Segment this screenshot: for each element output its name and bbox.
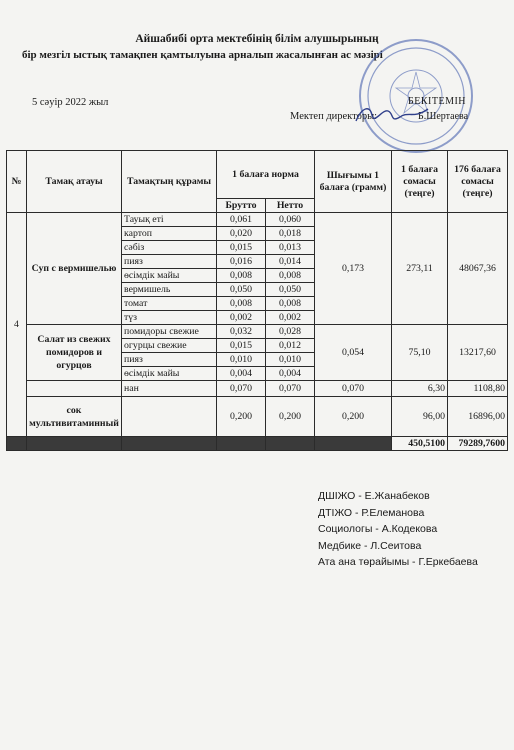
ingredient: картоп [122, 227, 217, 241]
brutto-cell: 0,032 [217, 325, 266, 339]
salad-cost176: 13217,60 [448, 325, 508, 381]
ingredient: нан [122, 381, 217, 397]
ingredient: огурцы свежие [122, 339, 217, 353]
total-cost176: 79289,7600 [448, 437, 508, 451]
salad-cost1: 75,10 [392, 325, 448, 381]
juice-empty-cell [122, 397, 217, 437]
table-row [7, 325, 508, 339]
total-shaded-cell [315, 437, 392, 451]
ingredient: түз [122, 311, 217, 325]
ingredient: Тауық еті [122, 213, 217, 227]
staff-item: Медбике - Л.Сеитова [318, 539, 422, 552]
brutto-cell: 0,016 [217, 255, 266, 269]
juice-yield: 0,200 [315, 397, 392, 437]
title-line-1: Айшабибі орта мектебінің білім алушырының [135, 33, 379, 45]
total-cost1: 450,5100 [392, 437, 448, 451]
ingredient: вермишель [122, 283, 217, 297]
table-row [7, 381, 508, 397]
header-cost176: 176 балаға сомасы (теңге) [448, 151, 508, 213]
total-shaded-cell [217, 437, 266, 451]
director-label: Мектеп директоры: [290, 111, 378, 122]
table-row [7, 397, 508, 437]
brutto-cell: 0,200 [217, 397, 266, 437]
total-row [7, 437, 508, 451]
soup-cost176: 48067,36 [448, 213, 508, 325]
netto-cell: 0,004 [266, 367, 315, 381]
header-consumption: Шығымы 1 балаға (грамм) [315, 151, 392, 213]
brutto-cell: 0,015 [217, 241, 266, 255]
netto-cell: 0,010 [266, 353, 315, 367]
header-num: № [7, 151, 27, 213]
netto-cell: 0,002 [266, 311, 315, 325]
brutto-cell: 0,050 [217, 283, 266, 297]
ingredient: сәбіз [122, 241, 217, 255]
total-shaded-cell [27, 437, 122, 451]
header-name: Тамақ атауы [27, 151, 122, 213]
header-composition: Тамақтың құрамы [122, 151, 217, 213]
soup-cost1: 273,11 [392, 213, 448, 325]
juice-cost1: 96,00 [392, 397, 448, 437]
netto-cell: 0,028 [266, 325, 315, 339]
brutto-cell: 0,020 [217, 227, 266, 241]
staff-item: Ата ана төрайымы - Г.Еркебаева [318, 556, 478, 568]
ingredient: помидоры свежие [122, 325, 217, 339]
director-name: Б.Шертаева [418, 111, 469, 122]
netto-cell: 0,013 [266, 241, 315, 255]
menu-table [6, 150, 508, 451]
bread-empty-cell [27, 381, 122, 397]
netto-cell: 0,014 [266, 255, 315, 269]
header-netto: Нетто [266, 199, 315, 213]
approved-label: БЕКІТЕМІН [408, 96, 467, 107]
brutto-cell: 0,004 [217, 367, 266, 381]
ingredient: томат [122, 297, 217, 311]
table-row [7, 213, 508, 227]
bread-cost176: 1108,80 [448, 381, 508, 397]
header-norm: 1 балаға норма [217, 151, 315, 199]
dish-name-soup: Суп с вермишелью [27, 213, 122, 325]
netto-cell: 0,070 [266, 381, 315, 397]
netto-cell: 0,060 [266, 213, 315, 227]
juice-cost176: 16896,00 [448, 397, 508, 437]
brutto-cell: 0,008 [217, 297, 266, 311]
netto-cell: 0,018 [266, 227, 315, 241]
staff-item: ДШІЖО - Е.Жанабеков [318, 490, 430, 502]
ingredient: өсімдік майы [122, 367, 217, 381]
total-shaded-cell [266, 437, 315, 451]
bread-yield: 0,070 [315, 381, 392, 397]
brutto-cell: 0,015 [217, 339, 266, 353]
brutto-cell: 0,008 [217, 269, 266, 283]
dish-name-juice: сок мультивитаминный [27, 397, 122, 437]
header-brutto: Брутто [217, 199, 266, 213]
netto-cell: 0,200 [266, 397, 315, 437]
header-cost1: 1 балаға сомасы (теңге) [392, 151, 448, 213]
director-signature [352, 99, 432, 129]
title-line-2: бір мезгіл ыстық тамақпен қамтылуына арналып жасалынған ас мәзірі [22, 49, 383, 61]
brutto-cell: 0,070 [217, 381, 266, 397]
day-number: 4 [7, 213, 27, 437]
table-header-row [7, 151, 508, 199]
netto-cell: 0,008 [266, 297, 315, 311]
dish-name-salad: Салат из свежих помидоров и огурцов [27, 325, 122, 381]
netto-cell: 0,008 [266, 269, 315, 283]
brutto-cell: 0,002 [217, 311, 266, 325]
netto-cell: 0,012 [266, 339, 315, 353]
netto-cell: 0,050 [266, 283, 315, 297]
staff-list [318, 488, 478, 571]
ingredient: өсімдік майы [122, 269, 217, 283]
ingredient: пияз [122, 255, 217, 269]
brutto-cell: 0,061 [217, 213, 266, 227]
total-shaded-cell [122, 437, 217, 451]
staff-item: ДТІЖО - Р.Елеманова [318, 506, 425, 519]
total-shaded-cell [7, 437, 27, 451]
bread-cost1: 6,30 [392, 381, 448, 397]
ingredient: пияз [122, 353, 217, 367]
salad-yield: 0,054 [315, 325, 392, 381]
menu-date: 5 сәуір 2022 жыл [32, 97, 109, 108]
brutto-cell: 0,010 [217, 353, 266, 367]
soup-yield: 0,173 [315, 213, 392, 325]
staff-item: Социологы - А.Кодекова [318, 523, 438, 535]
